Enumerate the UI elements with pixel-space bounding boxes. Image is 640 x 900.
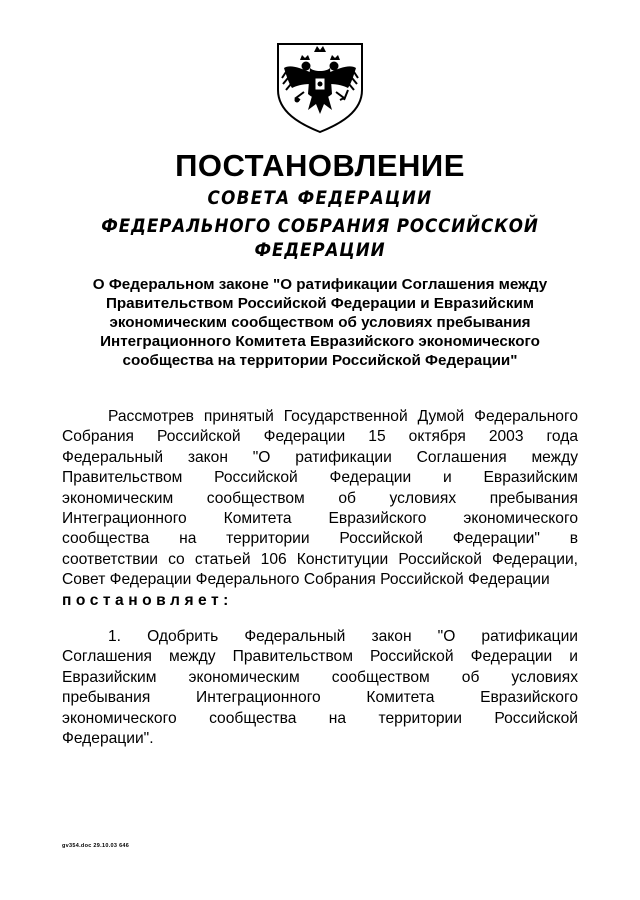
heading-line: экономическим сообществом об условиях пребывания xyxy=(109,314,531,331)
file-stamp: gv354.doc 29.10.03 646 xyxy=(62,843,130,849)
preamble-line: Правительством Российской Федерации и Евразийским xyxy=(62,469,578,487)
preamble-line: сообщества на территории Российской Федерации" в xyxy=(62,530,578,548)
heading-line: Правительством Российской Федерации и Евразийским xyxy=(105,295,535,312)
point-1-line: Евразийским экономическим сообществом об условиях xyxy=(62,668,578,686)
preamble-paragraph xyxy=(62,407,578,611)
point-1-paragraph xyxy=(62,627,578,749)
point-1-line: Соглашения между Правительством Российской Федерации и xyxy=(62,648,578,666)
issuer-line-1: СОВЕТА ФЕДЕРАЦИИ xyxy=(207,187,433,209)
preamble-line: Собрания Российской Федерации 15 октября 2003 года xyxy=(62,428,578,446)
preamble-line: экономическим сообществом об условиях пребывания xyxy=(62,489,578,507)
point-1-line: 1. Одобрить Федеральный закон "О ратификации xyxy=(108,628,578,645)
preamble-line: Федеральный закон "О ратификации Соглашения между xyxy=(62,448,578,466)
point-1-line: Федерации". xyxy=(62,730,154,748)
resolves-word: постановляет: xyxy=(62,591,233,609)
issuer-line-2: ФЕДЕРАЛЬНОГО СОБРАНИЯ РОССИЙСКОЙ ФЕДЕРАЦИИ xyxy=(101,215,539,261)
heading-line: Интеграционного Комитета Евразийского экономического xyxy=(100,333,540,350)
preamble-line: Рассмотрев принятый Государственной Думой Федерального xyxy=(108,408,578,425)
document-title: ПОСТАНОВЛЕНИЕ xyxy=(175,148,465,183)
preamble-line: Совет Федерации Федерального Собрания Российской Федерации xyxy=(62,571,550,589)
preamble-line: соответствии со статьей 106 Конституции Российской Федерации, xyxy=(62,550,578,568)
point-1-line: экономического сообщества на территории Российской xyxy=(62,709,578,727)
point-1-line: пребывания Интеграционного Комитета Евразийского xyxy=(62,689,578,707)
heading-line: О Федеральном законе "О ратификации Соглашения между xyxy=(92,276,548,293)
heading-line: сообщества на территории Российской Федерации" xyxy=(122,352,518,369)
resolution-subject-heading xyxy=(62,275,578,370)
preamble-line: Интеграционного Комитета Евразийского экономического xyxy=(62,510,578,528)
coat-of-arms-icon xyxy=(270,38,370,134)
